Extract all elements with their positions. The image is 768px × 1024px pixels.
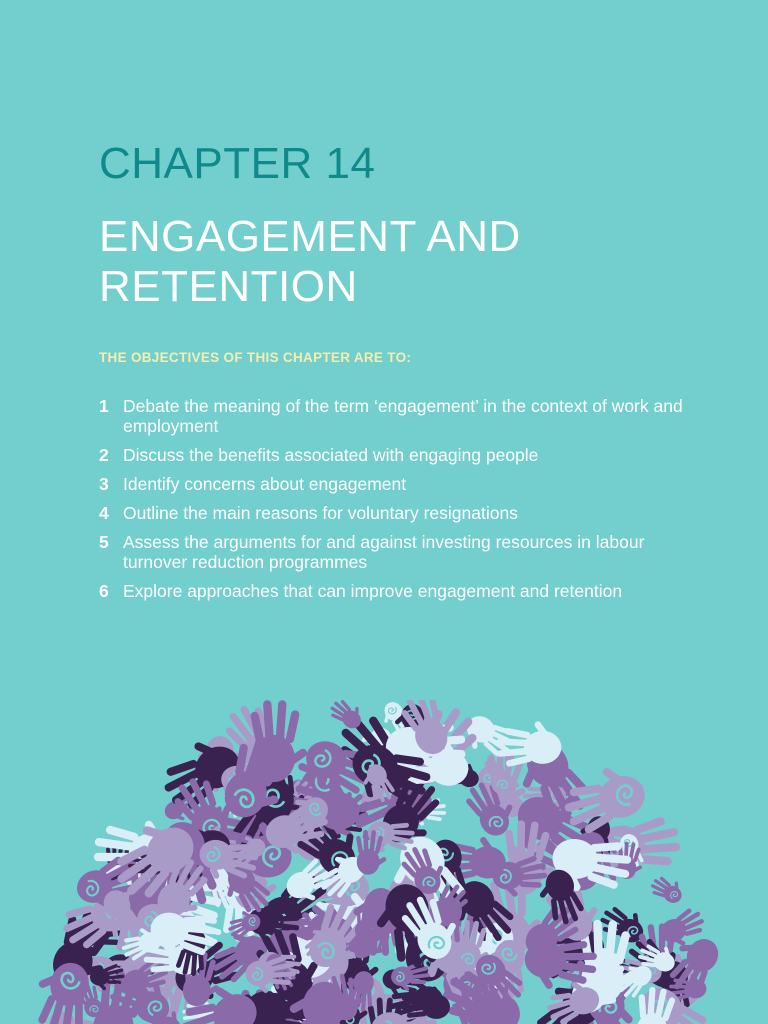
- objectives-list: [99, 396, 689, 610]
- objective-number: 3: [99, 474, 109, 494]
- objective-text: Identify concerns about engagement: [123, 474, 407, 494]
- objectives-heading: THE OBJECTIVES OF THIS CHAPTER ARE TO:: [99, 350, 412, 365]
- objective-number: 2: [99, 445, 109, 465]
- objective-text: Debate the meaning of the term ‘engagement’ in the context of work and employment: [123, 396, 683, 436]
- objective-item: [99, 532, 689, 572]
- hand-prints-icon: [0, 700, 768, 1024]
- objective-number: 6: [99, 581, 109, 601]
- chapter-label: CHAPTER 14: [99, 139, 376, 188]
- objective-text: Explore approaches that can improve engagement and retention: [123, 581, 623, 601]
- objective-number: 5: [99, 532, 109, 552]
- objective-item: [99, 474, 689, 494]
- objective-item: [99, 581, 689, 601]
- chapter-title: ENGAGEMENT AND RETENTION: [99, 212, 521, 311]
- objective-number: 1: [99, 396, 109, 416]
- objective-item: [99, 503, 689, 523]
- objective-text: Discuss the benefits associated with engaging people: [123, 445, 539, 465]
- objective-item: [99, 396, 689, 436]
- objective-text: Assess the arguments for and against investing resources in labour turnover reduction programmes: [123, 532, 645, 572]
- hand-print-icon: [648, 871, 688, 907]
- objective-number: 4: [99, 503, 109, 523]
- objective-item: [99, 445, 689, 465]
- objective-text: Outline the main reasons for voluntary resignations: [123, 503, 518, 523]
